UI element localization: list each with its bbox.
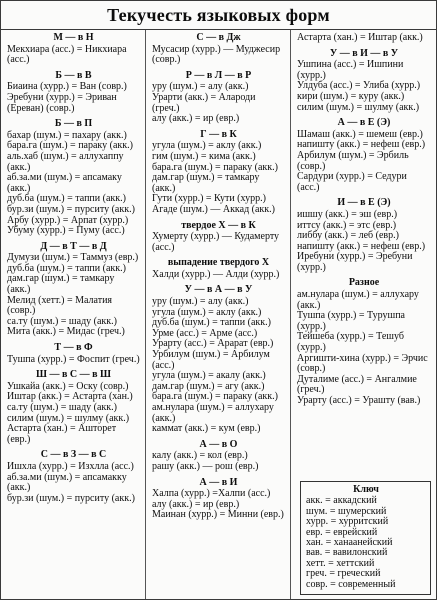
section [152,440,285,473]
legend-item: хан. = ханаанейский [306,536,393,548]
legend-item: хурр. = хурритский [306,516,389,528]
entry-line: каммат (акк.) = кум (евр.) [152,423,261,435]
entry-line: Тейшеба (хурр.) = Тешуб (хурр.) [297,331,404,354]
entry-line: Тушпа (хурр.) = Фоспит (греч.) [7,353,140,365]
section [297,33,431,44]
entry-line: алу (акк.) = ир (евр.) [152,498,240,510]
entry-line: Убуму (хурр.) = Пуму (асс.) [7,225,125,237]
entry-line: Эребуни (хурр.) = Эриван (Ереван) (совр.) [7,91,117,114]
section [7,119,140,237]
entry-line: иттсу (акк.) = этс (евр.) [297,219,397,231]
entry-line: бара.га (шум.) = параку (акк.) [7,140,133,152]
legend-item: греч. = греческий [306,568,381,580]
entry-line: Мусасир (хурр.) — Муджесир (совр.) [152,43,281,66]
entry-line: Аргишти-хина (хурр.) = Эрчис (совр.) [297,352,428,375]
entry-line: бара.га (шум.) = параку (акк.) [152,391,278,403]
entry-line: напишту (акк.) = нефеш (евр.) [297,240,426,252]
entry-line: угула (шум.) = аклу (акк.) [152,140,262,152]
entry-line: Хумерту (хурр.) — Кудамерту (асс.) [152,231,280,253]
entry-line: Иребуни (хурр.) = Эребуни (хурр.) [297,251,413,273]
entry-line: угула (шум.) = акалу (акк.) [152,370,266,382]
entry-line: Дуталиме (асс.) = Ангалмие (греч.) [297,373,417,396]
legend-item: евр. = еврейский [306,526,378,538]
section [297,198,431,273]
entry-line: дуб.ба (шум.) = таппи (акк.) [152,317,271,329]
section-header: У — в И — в У [329,47,399,59]
entry-line: дам.гар (шум.) = тамкару (акк.) [152,172,260,194]
page-title: Текучесть языковых форм [107,5,330,25]
entry-line: Мита (акк.) = Мидас (греч.) [7,326,125,338]
entry-line: Шамаш (акк.) = шемеш (евр.) [297,128,423,140]
entry-line: Сардури (хурр.) = Седури (асс.) [297,171,407,193]
entry-line: Халди (хурр.) — Алди (хурр.) [152,268,280,280]
entry-line: Арбилум (шум.) = Эрбиль (совр.) [297,149,409,172]
entry-line: ам.нулара (шум.) = аллухару (акк.) [297,289,419,311]
entry-line: Иштар (акк.) = Астарта (хан.) [7,391,133,403]
entry-line: Астарта (хан.) = Иштар (акк.) [297,32,423,43]
entry-line: силим (шум.) = шулму (акк.) [7,412,130,424]
entry-line: ам.нулара (шум.) = аллухару (акк.) [152,402,274,424]
column-1 [1,30,146,599]
entry-line: аб.за.ми (шум.) = апсамакку (акк.) [7,471,127,494]
section [7,242,140,338]
legend-item: совр. = современный [306,578,396,590]
section [297,49,431,114]
entry-line: Думузи (шум.) = Таммуз (евр.) [7,252,139,264]
entry-line: бахар (шум.) = пахару (акк.) [7,129,127,141]
section-header: Б — в В [55,69,92,81]
section-header: Т — в Ф [54,342,93,354]
entry-line: Урме (асс.) = Арме (асс.) [152,327,258,339]
section-header: выпадение твердого Х [167,257,270,269]
entry-line: са.ту (шум.) = шаду (акк.) [7,402,117,413]
section-header: Ш — в С — в Ш [36,369,111,381]
entry-line: дам.гар (шум.) = тамкару (акк.) [7,273,115,296]
entry-line: дам.гар (шум.) = агу (акк.) [152,380,265,392]
entry-line: Астарта (хан.) = Ашторет (евр.) [7,423,117,445]
section-header: А — в О [199,438,238,450]
entry-line: дуб.ба (шум.) = таппи (акк.) [7,262,126,274]
section [297,118,431,193]
entry-line: уру (шум.) = алу (акк.) [152,81,249,93]
entry-line: бара.га (шум.) = параку (акк.) [152,161,278,173]
section [152,130,285,216]
entry-line: Халпа (хурр.) =Халпи (асс.) [152,488,271,500]
legend-item: шум. = шумерский [306,505,387,517]
entry-line: ишшу (акк.) = эш (евр.) [297,208,398,220]
entry-line: алу (акк.) = ир (евр.) [152,113,240,125]
entry-line: Ушпина (асс.) = Ишпини (хурр.) [297,59,404,81]
entry-line: гим (шум.) = кима (акк.) [152,150,256,162]
legend-item: хетт. = хеттский [306,557,375,569]
entry-line: Мелид (хетт.) = Малатия (совр.) [7,294,113,317]
entry-line: Урарти (акк.) = Алароди (греч.) [152,91,256,114]
entry-line: аль.хаб (шум.) = аллухаппу (акк.) [7,150,124,173]
section-header: С — в Дж [196,32,241,43]
entry-line: Агаде (шум.) — Аккад (акк.) [152,203,275,215]
section-header: Б — в П [54,118,93,130]
section [152,33,285,66]
entry-line: калу (акк.) = кол (евр.) [152,450,248,462]
entry-line: Гути (хурр.) = Кути (хурр.) [152,193,266,205]
entry-line: Ушкайа (акк.) = Оску (совр.) [7,380,129,392]
section-header: Разное [348,277,380,289]
entry-line: силим (шум.) = шулму (акк.) [297,101,420,113]
entry-line: Арбу (хурр.) = Арпат (хурр.) [7,214,129,226]
section [7,71,140,114]
entry-line: бур.зи (шум.) = пурситу (акк.) [7,492,135,504]
section-header: Г — в К [200,128,237,140]
section [7,450,140,504]
entry-line: кири (шум.) = куру (акк.) [297,90,405,102]
section [152,221,285,254]
section [152,478,285,521]
entry-line: Тушпа (хурр.) = Турушпа (хурр.) [297,310,405,332]
column-3 [291,30,436,599]
legend-item: акк. = аккадский [306,495,377,507]
section [7,343,140,365]
entry-line: Улдуба (асс.) = Улиба (хурр.) [297,80,421,92]
section [7,370,140,445]
legend-title: Ключ [353,483,379,495]
entry-line: дуб.ба (шум.) = таппи (акк.) [7,193,126,205]
section [152,258,285,280]
entry-line: рашу (акк.) — рош (евр.) [152,460,259,472]
section-header: твердое Х — в К [181,219,256,231]
entry-line: уру (шум.) = алу (акк.) [152,296,249,308]
entry-line: са.ту (шум.) = шаду (акк.) [7,315,117,327]
entry-line: Урбилум (шум.) = Арбилум (асс.) [152,349,270,371]
entry-line: Биаина (хурр.) = Ван (совр.) [7,81,127,93]
columns [1,30,436,599]
legend-item: вав. = вавилонский [306,547,388,559]
section-header: М — в Н [53,32,94,43]
entry-line: напишту (акк.) = нефеш (евр.) [297,139,426,151]
section-header: А — в Е (Э) [337,117,391,129]
entry-line: Маинан (хурр.) = Минни (евр.) [152,509,284,521]
entry-line: аб.за.ми (шум.) = апсамаку (акк.) [7,172,122,194]
section-header: А — в И [199,476,238,488]
section [152,71,285,125]
section [297,278,431,406]
section-header: И — в Е (Э) [337,197,391,209]
section [7,33,140,66]
section [152,285,285,434]
section-header: Р — в Л — в Р [185,69,252,81]
section-header: Д — в Т — в Д [40,240,107,252]
section-header: У — в А — в У [184,284,253,296]
column-2 [146,30,291,599]
entry-line: угула (шум.) = аклу (акк.) [152,306,262,318]
entry-line: Мекхиара (асс.) = Никхиара (асс.) [7,43,127,66]
entry-line: либбу (акк.) = леб (евр.) [297,230,399,242]
entry-line: бур.зи (шум.) = пурситу (акк.) [7,203,135,215]
entry-line: Урарту (асс.) = Урашту (вав.) [297,395,421,406]
legend-box [300,481,431,595]
section-header: С — в З — в С [40,449,107,461]
entry-line: Ишхла (хурр.) = Изхлла (асс.) [7,460,134,472]
entry-line: Урарту (асс.) = Арарат (евр.) [152,338,274,350]
